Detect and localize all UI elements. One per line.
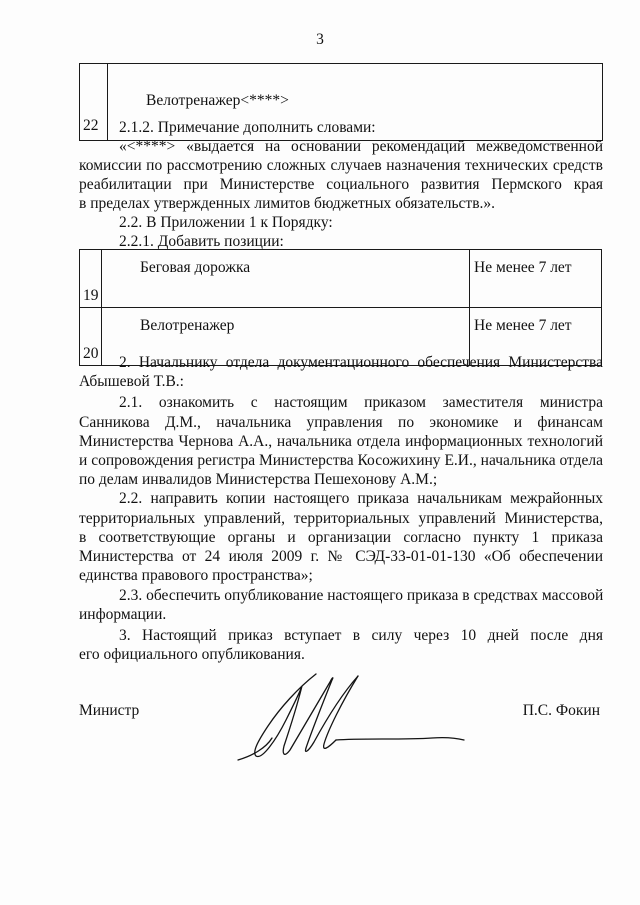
service-term: Не менее 7 лет bbox=[470, 308, 602, 366]
paragraph-line: его официального опубликования. bbox=[79, 646, 305, 663]
paragraph-line: 2.1.2. Примечание дополнить словами: bbox=[119, 119, 376, 136]
paragraph-line: 2.2. В Приложении 1 к Порядку: bbox=[119, 214, 333, 231]
paragraph-line: 2.2.1. Добавить позиции: bbox=[119, 233, 284, 250]
paragraph-line: Министерства Чернова А.А., начальника отдела информационных технологий bbox=[79, 433, 603, 450]
paragraph-line: 3. Настоящий приказ вступает в силу через 10 дней после дня bbox=[119, 627, 603, 644]
paragraph-line: 2.1. ознакомить с настоящим приказом заместителя министра bbox=[119, 394, 603, 411]
positions-table bbox=[79, 249, 602, 366]
handwritten-signature-image bbox=[232, 668, 482, 768]
paragraph-line: в пределах утвержденных лимитов бюджетных обязательств.». bbox=[79, 195, 496, 212]
paragraph-line: комиссии по рассмотрению сложных случаев назначения технических средств bbox=[79, 157, 603, 174]
paragraph-line: в соответствующие органы и организации согласно пункту 1 приказа bbox=[79, 529, 603, 546]
table-row bbox=[80, 250, 602, 308]
signatory-position: Министр bbox=[79, 702, 140, 719]
row-number: 22 bbox=[80, 64, 108, 141]
paragraph-line: Абышевой Т.В.: bbox=[79, 373, 184, 390]
page-number: 3 bbox=[316, 31, 324, 48]
paragraph-line: Министерства от 24 июля 2009 г. № СЭД-33-01-01-130 «Об обеспечении bbox=[79, 548, 603, 565]
paragraph-line: «<****> «выдается на основании рекомендаций межведомственной bbox=[119, 138, 603, 155]
item-name: Велотренажер bbox=[102, 308, 470, 366]
paragraph-line: 2.3. обеспечить опубликование настоящего приказа в средствах массовой bbox=[119, 587, 604, 604]
signatory-name: П.С. Фокин bbox=[522, 702, 600, 719]
paragraph-line: территориальных управлений, территориальных управлений Министерства, bbox=[79, 510, 603, 527]
item-name: Беговая дорожка bbox=[102, 250, 470, 308]
row-number: 19 bbox=[80, 250, 102, 308]
paragraph-line: 2.2. направить копии настоящего приказа начальникам межрайонных bbox=[119, 490, 603, 507]
row-number: 20 bbox=[80, 308, 102, 366]
paragraph-line: 2. Начальнику отдела документационного обеспечения Министерства bbox=[119, 354, 603, 371]
paragraph-line: по делам инвалидов Министерства Пешехонову А.М.; bbox=[79, 471, 438, 488]
paragraph-line: и сопровождения регистра Министерства Косожихину Е.И., начальника отдела bbox=[79, 452, 603, 469]
paragraph-line: Санникова Д.М., начальника управления по экономике и финансам bbox=[79, 414, 603, 431]
paragraph-line: единства правового пространства»; bbox=[79, 567, 313, 584]
paragraph-line: реабилитации при Министерстве социального развития Пермского края bbox=[79, 176, 603, 193]
item-name: Велотренажер<****> bbox=[108, 64, 603, 141]
service-term: Не менее 7 лет bbox=[470, 250, 602, 308]
paragraph-line: информации. bbox=[79, 606, 167, 623]
